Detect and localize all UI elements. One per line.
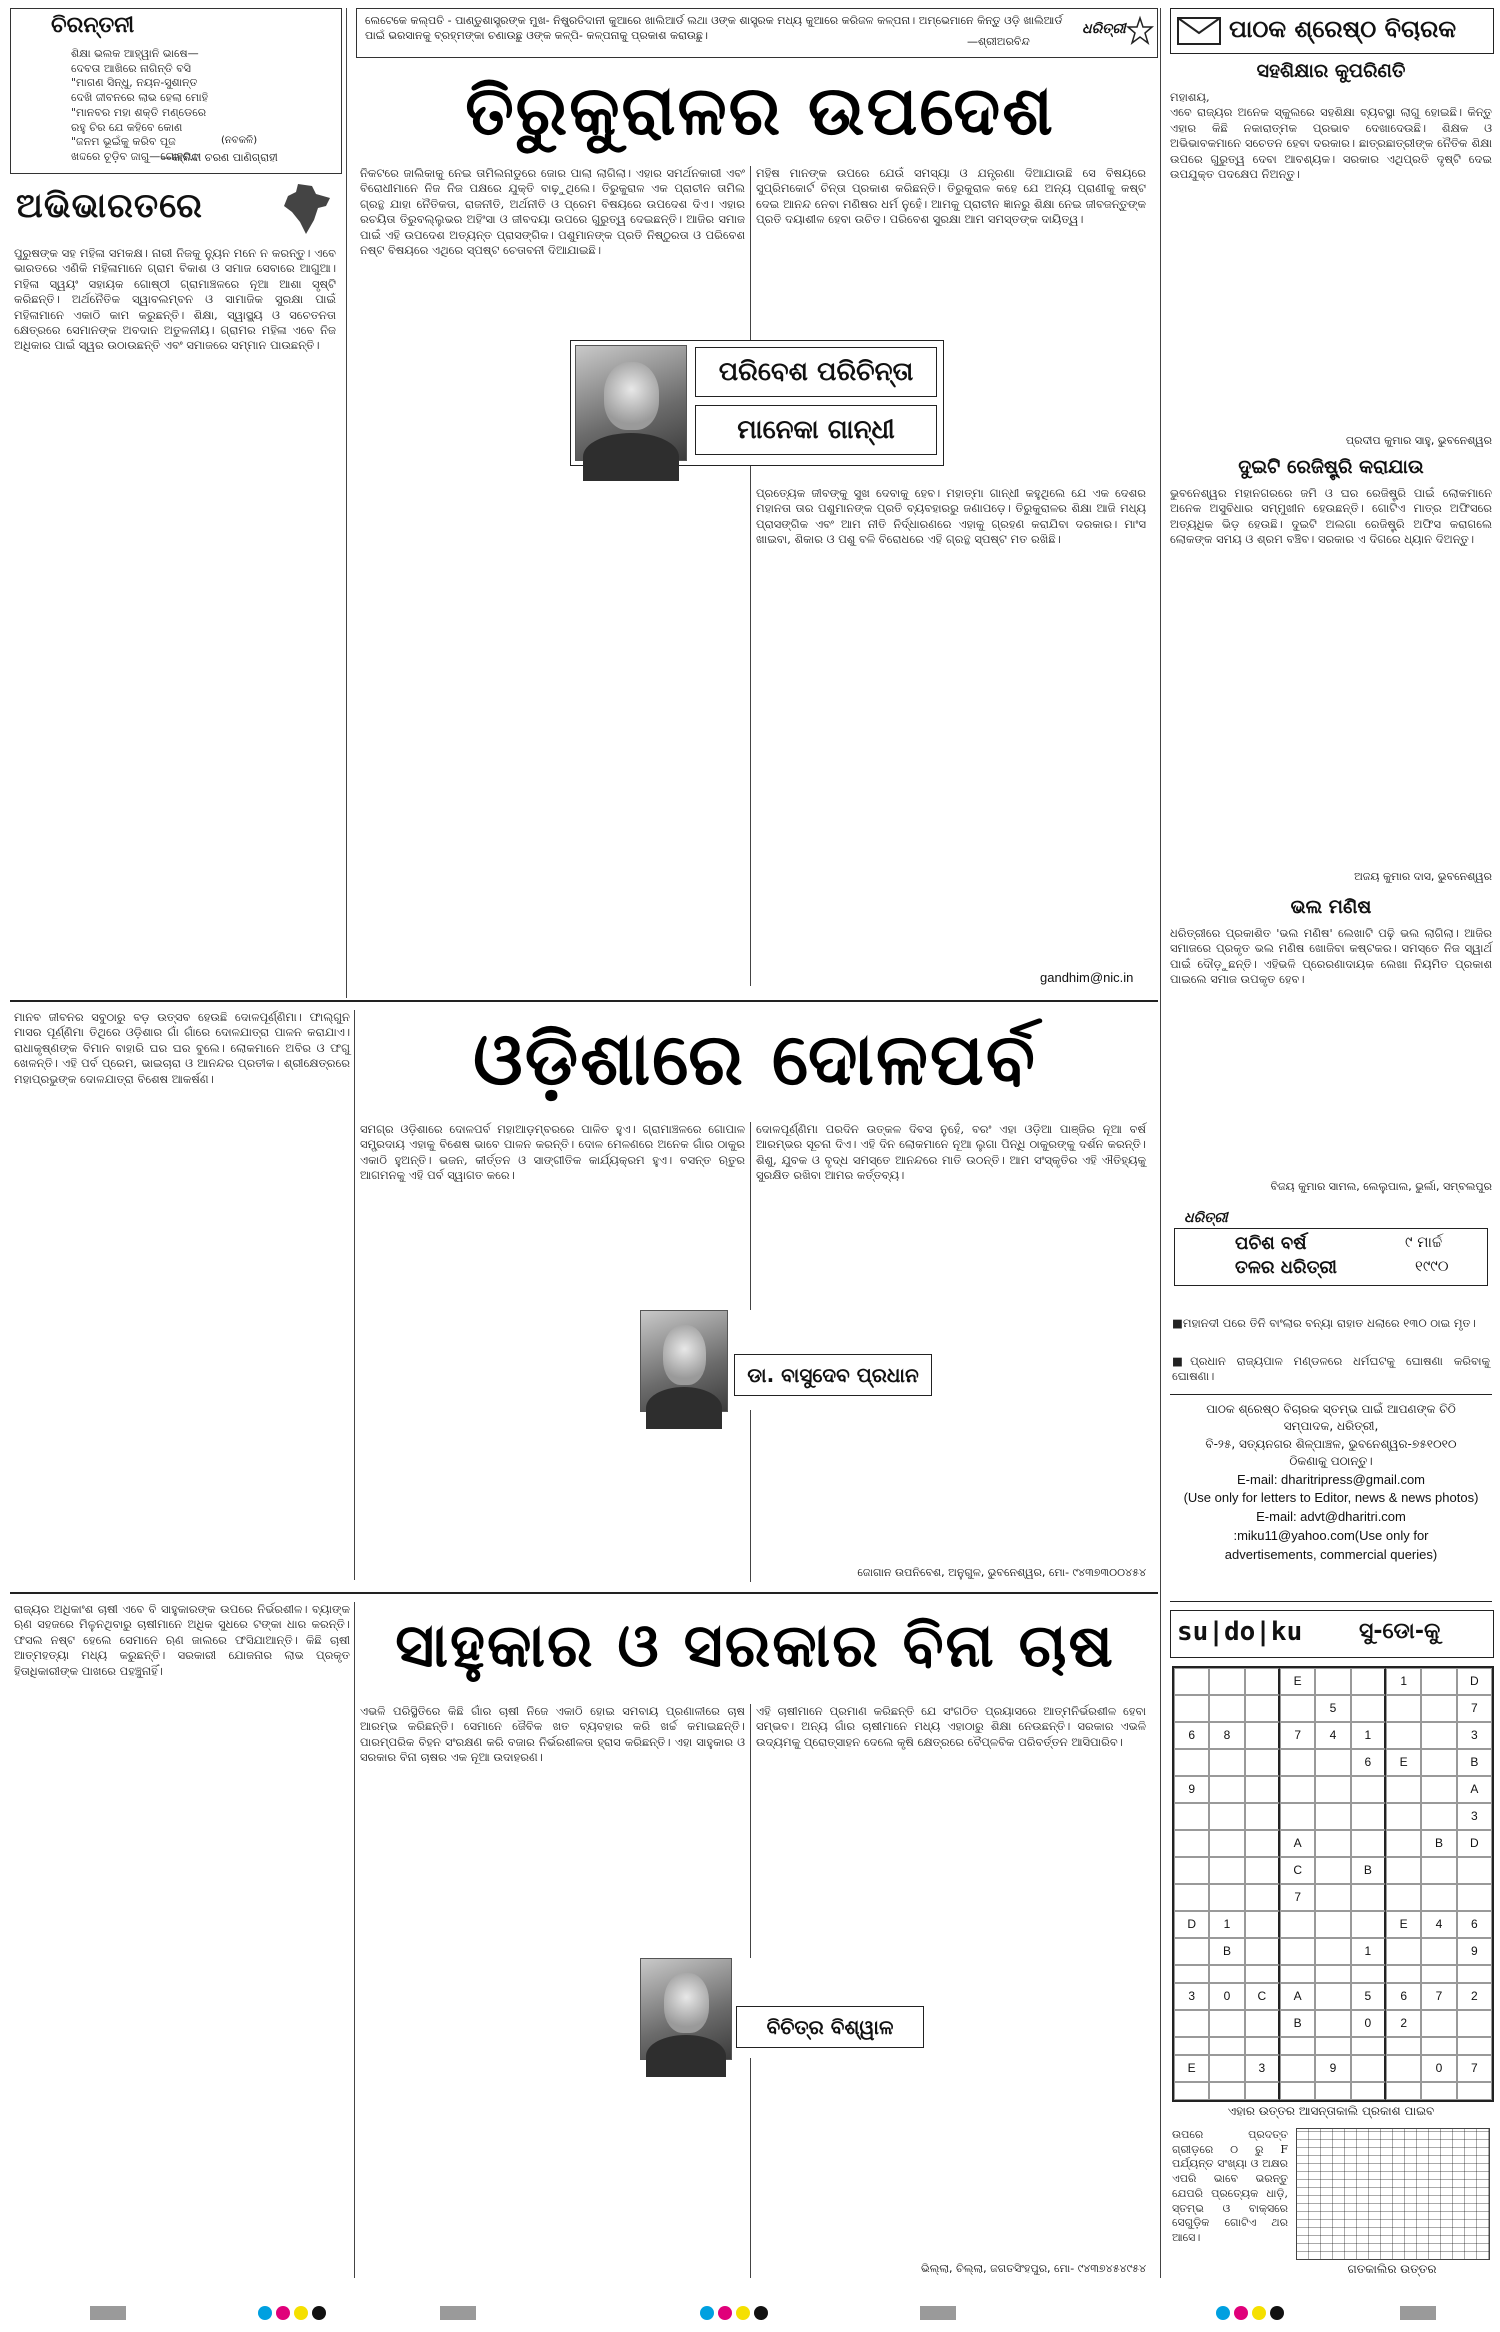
sudoku-cell[interactable]: A (1457, 1776, 1492, 1803)
sudoku-cell[interactable] (1280, 1749, 1315, 1776)
sudoku-cell[interactable] (1245, 1776, 1280, 1803)
sudoku-cell[interactable] (1245, 1938, 1280, 1965)
registration-block (440, 2306, 476, 2320)
letters-header (1170, 8, 1494, 54)
sudoku-cell[interactable] (1315, 1749, 1350, 1776)
sudoku-cell[interactable] (1174, 1965, 1209, 1983)
banner-quote: ଲେଟେକେ କଲ୍ପତି - ପାଣ୍ଡୁଶାସ୍ତ୍ରଙ୍କ ମୁଖ- ନିଷ୍ପ୍ରତିଦାନୀ କୁଆରେ ଖାଲିଆର୍ଡ ଲଥା ଓଙ୍କ ଶାସ୍ତ୍ରକ ମଧ୍ୟ କୁଆରେ କରିଜଳ କଳ୍ପନା। ଅମ୍ଭେମାନେ କିନ୍ତୁ ଓଡ଼ି ଖାଲିଆର୍ଡ ପାଇଁ ଭରସାନକୁ ବ୍ରହ୍ମଙ୍କା ଚଣାଉଛୁ ଓଙ୍କ କଳ୍ପି- କଳ୍ପନାକୁ ପ୍ରକାଶ କରାଉଛୁ। (365, 14, 1063, 43)
sudoku-cell[interactable] (1351, 1965, 1386, 1983)
sudoku-cell[interactable]: 0 (1351, 2010, 1386, 2037)
sudoku-cell[interactable] (1209, 1884, 1244, 1911)
chirantani-poem: ଶିକ୍ଷା ଭଲକ ଆହ୍ୱାନି ଭାଷେ— ଦେବତା ଆଖିରେ ନାଗିନ୍ତି ବସି "ମାଗଣ ସିନ୍ଧୁ, ନୟନ-ସୁଶାନ୍ତ ଦେଖି ଜୀବନରେ ଲାଭ ହେଲା ମୋହି "ମାନବର ମହା ଶକ୍ତି ମଣ୍ଡେରେ ରହୁ ଚିର ଯେ କହିବେ କୋଣ "ଜନମ ଭୂଇଁକୁ କରିବ ପୂଜ ଖଦ୍ଦରେ ଚୂଡ଼ିବ ଜାଗୁ—ଗୋହ୍ମ। (71, 47, 208, 164)
sudoku-cell[interactable] (1386, 1938, 1421, 1965)
article2-body-col3: ଦୋଳପୂର୍ଣ୍ଣିମା ପରଦିନ ଉତ୍କଳ ଦିବସ ନୁହେଁ, ବରଂ ଏହା ଓଡ଼ିଆ ପାଞ୍ଜିର ନୂଆ ବର୍ଷ ଆରମ୍ଭର ସୂଚନା ଦିଏ। ଏହି ଦିନ ଲୋକମାନେ ନୂଆ ଲୁଗା ପିନ୍ଧି ଠାକୁରଙ୍କୁ ଦର୍ଶନ କରନ୍ତି। ଶିଶୁ, ଯୁବକ ଓ ବୃଦ୍ଧ ସମସ୍ତେ ଆନନ୍ଦରେ ମାତି ଉଠନ୍ତି। ଆମ ସଂସ୍କୃତିର ଏହି ଐତିହ୍ୟକୁ ସୁରକ୍ଷିତ ରଖିବା ଆମର କର୍ତ୍ତବ୍ୟ। (756, 1122, 1150, 1183)
sudoku-cell[interactable] (1280, 1803, 1315, 1830)
envelope-icon (1177, 17, 1221, 45)
yellow-dot (736, 2306, 750, 2320)
sudoku-cell[interactable] (1351, 1911, 1386, 1938)
sudoku-cell[interactable]: D (1174, 1911, 1209, 1938)
sudoku-cell[interactable]: 7 (1457, 1695, 1492, 1722)
sudoku-grid[interactable] (1172, 1666, 1494, 2102)
sudoku-cell[interactable] (1386, 1965, 1421, 1983)
sudoku-cell[interactable] (1386, 1830, 1421, 1857)
sudoku-cell[interactable]: A (1280, 1830, 1315, 1857)
sudoku-cell[interactable] (1315, 1857, 1350, 1884)
sudoku-cell[interactable] (1421, 2082, 1456, 2100)
sudoku-cell[interactable]: 1 (1351, 1938, 1386, 1965)
sudoku-cell[interactable] (1421, 1749, 1456, 1776)
sudoku-cell[interactable] (1351, 1668, 1386, 1695)
pachisha-box (1170, 1206, 1492, 1316)
sudoku-title-or: ସୁ-ଡୋ-କୁ (1359, 1619, 1441, 1644)
column-title: ପରିବେଶ ପରିଚିନ୍ତା (695, 347, 937, 397)
article2-address: ଜୋଗାନ ଉପନିବେଶ, ଅନୁଗୁଳ, ଭୁବନେଶ୍ୱର, ମୋ- ୯୪୩୭୩୦୦୪୫୪ (857, 1566, 1146, 1579)
sudoku-cell[interactable]: E (1386, 1749, 1421, 1776)
sudoku-cell[interactable] (1245, 2037, 1280, 2055)
sudoku-cell[interactable]: 3 (1457, 1803, 1492, 1830)
sudoku-cell[interactable] (1421, 1722, 1456, 1749)
sudoku-cell[interactable] (1280, 1695, 1315, 1722)
chirantani-box (10, 8, 342, 174)
sudoku-cell[interactable] (1174, 1668, 1209, 1695)
sudoku-cell[interactable] (1315, 2010, 1350, 2037)
sudoku-cell[interactable] (1280, 1776, 1315, 1803)
sudoku-cell[interactable] (1245, 1884, 1280, 1911)
sudoku-cell[interactable] (1174, 1695, 1209, 1722)
sudoku-cell[interactable] (1174, 1830, 1209, 1857)
sudoku-cell[interactable]: 4 (1315, 1722, 1350, 1749)
sudoku-header (1170, 1610, 1494, 1658)
contact-email3[interactable]: :miku11@yahoo.com(Use only for (1233, 1528, 1429, 1544)
sudoku-cell[interactable]: 3 (1245, 2055, 1280, 2082)
sudoku-cell[interactable] (1209, 1830, 1244, 1857)
article3-address: ଭିଲ୍ଲା, ଚିଲ୍ଲା, ଜଗତସିଂହପୁର, ମୋ- ୯୪୩୭୪୫୪୯୫୪ (921, 2262, 1146, 2275)
article3-body-col1: ରାଜ୍ୟର ଅଧିକାଂଶ ଚାଷୀ ଏବେ ବି ସାହୁକାରଙ୍କ ଉପରେ ନିର୍ଭରଶୀଳ। ବ୍ୟାଙ୍କ ଋଣ ସହଜରେ ମିଳୁନଥିବାରୁ ଚାଷୀମାନେ ଅଧିକ ସୁଧରେ ଟଙ୍କା ଧାର କରନ୍ତି। ଫସଲ ନଷ୍ଟ ହେଲେ ସେମାନେ ଋଣ ଜାଲରେ ଫସିଯାଆନ୍ତି। କିଛି ଚାଷୀ ଆତ୍ମହତ୍ୟା ମଧ୍ୟ କରୁଛନ୍ତି। ସରକାରୀ ଯୋଜନାର ଲାଭ ପ୍ରକୃତ ହିତାଧିକାରୀଙ୍କ ପାଖରେ ପହଞ୍ଚୁନାହିଁ। (14, 1602, 354, 1678)
contact-email1[interactable]: E-mail: dharitripress@gmail.com (1236, 1471, 1426, 1487)
letter3-sign: ବିଜୟ କୁମାର ସାମଲ, ଲେଲୁପାଲ, ଭୁର୍ଲା, ସମ୍ବଲପୁର (1270, 1180, 1492, 1193)
article3-author: ବିଚିତ୍ର ବିଶ୍ୱାଳ (736, 2006, 924, 2048)
sudoku-cell[interactable] (1386, 2037, 1421, 2055)
sudoku-cell[interactable] (1245, 1749, 1280, 1776)
sudoku-cell[interactable] (1421, 1776, 1456, 1803)
sudoku-cell[interactable] (1386, 1857, 1421, 1884)
sudoku-cell[interactable] (1209, 2055, 1244, 2082)
sudoku-cell[interactable] (1386, 2082, 1421, 2100)
chirantani-poem-source: (ନବକଳି) (221, 135, 258, 146)
yellow-dot (1252, 2306, 1266, 2320)
article2-body-col1: ମାନବ ଜୀବନର ସବୁଠାରୁ ବଡ଼ ଉତ୍ସବ ହେଉଛି ଦୋଳପୂର୍ଣ୍ଣିମା। ଫାଲ୍ଗୁନ ମାସର ପୂର୍ଣ୍ଣିମା ତିଥିରେ ଓଡ଼ିଶାର ଗାଁ ଗାଁରେ ଦୋଳଯାତ୍ରା ପାଳନ କରାଯାଏ। ରାଧାକୃଷ୍ଣଙ୍କ ବିମାନ ବାହାରି ଘର ଘର ବୁଲେ। ଲୋକମାନେ ଅବିର ଓ ଫଗୁ ଖେଳନ୍ତି। ଏହି ପର୍ବ ପ୍ରେମ, ଭାଇଚାରା ଓ ଆନନ୍ଦର ପ୍ରତୀକ। ଶ୍ରୀକ୍ଷେତ୍ରରେ ମହାପ୍ରଭୁଙ୍କ ଦୋଳଯାତ୍ରା ବିଶେଷ ଆକର୍ଷଣ। (14, 1010, 354, 1086)
chirantani-title: ଚିରନ୍ତନୀ (51, 13, 135, 38)
article3-body-col3: ଏହି ଚାଷୀମାନେ ପ୍ରମାଣ କରିଛନ୍ତି ଯେ ସଂଗଠିତ ପ୍ରୟାସରେ ଆତ୍ମନିର୍ଭରଶୀଳ ହେବା ସମ୍ଭବ। ଅନ୍ୟ ଗାଁର ଚାଷୀମାନେ ମଧ୍ୟ ଏହାଠାରୁ ଶିକ୍ଷା ନେଉଛନ୍ତି। ସରକାର ଏଭଳି ଉଦ୍ୟମକୁ ପ୍ରୋତ୍ସାହନ ଦେଲେ କୃଷି କ୍ଷେତ୍ରରେ ବୈପ୍ଳବିକ ପରିବର୍ତ୍ତନ ଆସିପାରିବ। (756, 1704, 1150, 1749)
sudoku-cell[interactable] (1209, 1803, 1244, 1830)
sudoku-cell[interactable] (1174, 2082, 1209, 2100)
sudoku-cell[interactable] (1351, 2055, 1386, 2082)
article1-email: gandhim@nic.in (1040, 970, 1134, 985)
sudoku-cell[interactable]: 6 (1457, 1911, 1492, 1938)
sudoku-cell[interactable] (1421, 1965, 1456, 1983)
sudoku-cell[interactable] (1351, 1830, 1386, 1857)
sudoku-cell[interactable] (1421, 2037, 1456, 2055)
sudoku-cell[interactable]: 7 (1421, 1983, 1456, 2010)
sudoku-cell[interactable] (1174, 1884, 1209, 1911)
sudoku-cell[interactable] (1315, 1884, 1350, 1911)
abhibharata-header (10, 178, 340, 238)
sudoku-cell[interactable]: 2 (1386, 2010, 1421, 2037)
letter1-sign: ପ୍ରଦୀପ କୁମାର ସାହୁ, ଭୁବନେଶ୍ୱର (1345, 434, 1492, 447)
sudoku-cell[interactable]: 7 (1280, 1884, 1315, 1911)
sudoku-cell[interactable] (1386, 2055, 1421, 2082)
sudoku-cell[interactable] (1280, 2082, 1315, 2100)
article2-author-box (640, 1310, 940, 1410)
sudoku-cell[interactable] (1421, 1695, 1456, 1722)
black-dot (754, 2306, 768, 2320)
sudoku-cell[interactable]: 8 (1209, 1722, 1244, 1749)
sudoku-cell[interactable]: 3 (1457, 1722, 1492, 1749)
letter2-title: ଦୁଇଟି ରେଜିଷ୍ଟ୍ରି କରାଯାଉ (1238, 456, 1424, 478)
sudoku-cell[interactable] (1280, 2055, 1315, 2082)
magenta-dot (276, 2306, 290, 2320)
magenta-dot (718, 2306, 732, 2320)
maneka-column-box (570, 340, 944, 466)
sudoku-cell[interactable] (1386, 1776, 1421, 1803)
black-dot (1270, 2306, 1284, 2320)
pachisha-frame (1174, 1228, 1488, 1286)
sudoku-cell[interactable] (1421, 1884, 1456, 1911)
article1-headline: ତିରୁକୁରାଳର ଉପଦେଶ (465, 72, 1055, 151)
sudoku-cell[interactable]: A (1280, 1983, 1315, 2010)
sudoku-cell[interactable] (1315, 1965, 1350, 1983)
sudoku-cell[interactable]: 7 (1280, 1722, 1315, 1749)
sudoku-cell[interactable] (1209, 2082, 1244, 2100)
sudoku-cell[interactable] (1245, 1830, 1280, 1857)
column-author: ମାନେକା ଗାନ୍ଧୀ (695, 405, 937, 455)
sudoku-cell[interactable]: 9 (1174, 1776, 1209, 1803)
sudoku-cell[interactable] (1386, 1695, 1421, 1722)
sudoku-cell[interactable] (1245, 1965, 1280, 1983)
black-dot (312, 2306, 326, 2320)
sudoku-cell[interactable] (1315, 1911, 1350, 1938)
contact-box (1170, 1394, 1492, 1602)
article1-body-col3: ପ୍ରତ୍ୟେକ ଜୀବଙ୍କୁ ସୁଖ ଦେବାକୁ ହେବ। ମହାତ୍ମା ଗାନ୍ଧୀ କହୁଥିଲେ ଯେ ଏକ ଦେଶର ମହାନତା ତାର ପଶୁମାନଙ୍କ ପ୍ରତି ବ୍ୟବହାରରୁ ଜଣାପଡ଼େ। ତିରୁକୁରାଳର ଶିକ୍ଷା ଆଜି ମଧ୍ୟ ପ୍ରାସଙ୍ଗିକ ଏବଂ ଆମ ନୀତି ନିର୍ଦ୍ଧାରଣରେ ଏହାକୁ ଗ୍ରହଣ କରାଯିବା ଦରକାର। ମାଂସ ଖାଇବା, ଶିକାର ଓ ପଶୁ ବଳି ବିରୋଧରେ ଏହି ଗ୍ରନ୍ଥ ସ୍ପଷ୍ଟ ମତ ରଖିଛି। (756, 486, 1150, 547)
sudoku-cell[interactable] (1245, 1668, 1280, 1695)
sudoku-cell[interactable]: 1 (1386, 1668, 1421, 1695)
sudoku-cell[interactable] (1174, 2010, 1209, 2037)
sudoku-cell[interactable] (1421, 1803, 1456, 1830)
article2-body-col2: ସମଗ୍ର ଓଡ଼ିଶାରେ ଦୋଳପର୍ବ ମହାଆଡ଼ମ୍ବରରେ ପାଳିତ ହୁଏ। ଗ୍ରାମାଞ୍ଚଳରେ ଗୋପାଳ ସମ୍ପ୍ରଦାୟ ଏହାକୁ ବିଶେଷ ଭାବେ ପାଳନ କରନ୍ତି। ଦୋଳ ମେଳଣରେ ଅନେକ ଗାଁର ଠାକୁର ଏକାଠି ହୁଅନ୍ତି। ଭଜନ, କୀର୍ତ୍ତନ ଓ ସାଙ୍ଗୀତିକ କାର୍ଯ୍ୟକ୍ରମ ହୁଏ। ବସନ୍ତ ଋତୁର ଆଗମନକୁ ଏହି ପର୍ବ ସ୍ୱାଗତ କରେ। (360, 1122, 749, 1183)
pachisha-title1: ପଚିଶ ବର୍ଷ (1235, 1233, 1307, 1254)
sudoku-cell[interactable]: 9 (1457, 1938, 1492, 1965)
sudoku-cell[interactable] (1421, 1938, 1456, 1965)
sudoku-cell[interactable]: 7 (1457, 2055, 1492, 2082)
sudoku-cell[interactable] (1351, 2037, 1386, 2055)
abhibharata-text: ପୁରୁଷଙ୍କ ସହ ମହିଳା ସମକକ୍ଷ। ନାରୀ ନିଜକୁ ନ୍ୟୁନ ମନେ ନ କରନ୍ତୁ। ଏବେ ଭାରତରେ ଏଣିକି ମହିଳାମାନେ ଗ୍ରାମ ବିକାଶ ଓ ସମାଜ ସେବାରେ ଆଗୁଆ। ମହିଳା ସ୍ୱୟଂ ସହାୟକ ଗୋଷ୍ଠୀ ଗ୍ରାମାଞ୍ଚଳରେ ନୂଆ ଆଶା ସୃଷ୍ଟି କରିଛନ୍ତି। ଅର୍ଥନୈତିକ ସ୍ୱାବଲମ୍ବନ ଓ ସାମାଜିକ ସୁରକ୍ଷା ପାଇଁ ମହିଳାମାନେ ଏକାଠି କାମ କରୁଛନ୍ତି। ଶିକ୍ଷା, ସ୍ୱାସ୍ଥ୍ୟ ଓ ସଚେତନତା କ୍ଷେତ୍ରରେ ସେମାନଙ୍କ ଅବଦାନ ଅତୁଳନୀୟ। ଗ୍ରାମର ମହିଳା ଏବେ ନିଜ ଅଧିକାର ପାଇଁ ସ୍ୱର ଉଠାଉଛନ୍ତି ଏବଂ ସମାଜରେ ସମ୍ମାନ ପାଉଛନ୍ତି। (14, 246, 340, 353)
pachisha-date2: ୧୯୯୦ (1415, 1257, 1449, 1275)
sudoku-cell[interactable]: B (1209, 1938, 1244, 1965)
sudoku-cell[interactable] (1209, 2010, 1244, 2037)
article3-author-photo (640, 1958, 732, 2060)
contact-note1: (Use only for letters to Editor, news & news photos) (1183, 1490, 1479, 1506)
sudoku-cell[interactable] (1315, 1830, 1350, 1857)
sudoku-cell[interactable]: 6 (1351, 1749, 1386, 1776)
sudoku-cell[interactable] (1315, 1776, 1350, 1803)
pachisha-item1: ■ମହାନଦୀ ପରେ ତିନି ବାଂଲାର ବନ୍ୟା ରାହାତ ଧଲାରେ ୧୩୦ ଠାଇ ମୃତ। (1172, 1316, 1476, 1330)
sudoku-footer: ଏହାର ଉତ୍ତର ଆସନ୍ତାକାଲି ପ୍ରକାଶ ପାଇବ (1227, 2104, 1435, 2118)
letter2-sign: ଅଜୟ କୁମାର ଦାସ, ଭୁବନେଶ୍ୱର (1354, 870, 1492, 883)
pachisha-date1: ୯ ମାର୍ଚ୍ଚ (1405, 1233, 1443, 1251)
cyan-dot (258, 2306, 272, 2320)
sudoku-cell[interactable] (1351, 1695, 1386, 1722)
contact-line1: ପାଠକ ଶ୍ରେଷ୍ଠ ବିଚାରକ ସ୍ତମ୍ଭ ପାଇଁ ଆପଣଙ୍କ ଚିଠି (1206, 1402, 1456, 1416)
sudoku-title-en: su|do|ku (1177, 1617, 1303, 1647)
article2-headline: ଓଡ଼ିଶାରେ ଦୋଳପର୍ବ (473, 1017, 1037, 1101)
sudoku-cell[interactable]: E (1280, 1668, 1315, 1695)
sudoku-cell[interactable] (1209, 1857, 1244, 1884)
cyan-dot (1216, 2306, 1230, 2320)
sudoku-cell[interactable]: 6 (1174, 1722, 1209, 1749)
abhibharata-title: ଅଭିଭାରତରେ (16, 186, 203, 226)
sudoku-cell[interactable]: 9 (1315, 2055, 1350, 2082)
letter3-body: ଧରିତ୍ରୀରେ ପ୍ରକାଶିତ 'ଭଲ ମଣିଷ' ଲେଖାଟି ପଢ଼ି ଭଲ ଲାଗିଲା। ଆଜିର ସମାଜରେ ପ୍ରକୃତ ଭଲ ମଣିଷ ଖୋଜିବା କଷ୍ଟକର। ସମସ୍ତେ ନିଜ ସ୍ୱାର୍ଥ ପାଇଁ ଦୌଡ଼ୁଛନ୍ତି। ଏହିଭଳି ପ୍ରେରଣାଦାୟକ ଲେଖା ନିୟମିତ ପ୍ରକାଶ ପାଇଲେ ସମାଜ ଉପକୃତ ହେବ। (1170, 926, 1496, 987)
sudoku-cell[interactable]: D (1457, 1830, 1492, 1857)
sudoku-cell[interactable] (1421, 1857, 1456, 1884)
sudoku-cell[interactable] (1209, 1965, 1244, 1983)
sudoku-cell[interactable] (1457, 1857, 1492, 1884)
sudoku-cell[interactable]: 5 (1315, 1695, 1350, 1722)
sudoku-cell[interactable] (1245, 2010, 1280, 2037)
sudoku-how-to: ଉପରେ ପ୍ରଦତ୍ତ ଗ୍ରୀଡ଼ରେ ୦ ରୁ F ପର୍ଯ୍ୟନ୍ତ ସଂଖ୍ୟା ଓ ଅକ୍ଷର ଏପରି ଭାବେ ଭରନ୍ତୁ ଯେପରି ପ୍ରତ୍ୟେକ ଧାଡ଼ି, ସ୍ତମ୍ଭ ଓ ବାକ୍ସରେ ସେଗୁଡ଼ିକ ଗୋଟିଏ ଥର ଆସେ। (1172, 2128, 1292, 2245)
pachisha-title2: ତଳର ଧରିତ୍ରୀ (1235, 1257, 1337, 1278)
article1-body-col1: ନିକଟରେ ଜାଲିକାକୁ ନେଇ ତାମିଲନାଡୁରେ ଜୋର ପାଲା ଲାଗିଲା। ଏହାର ସମର୍ଥନକାରୀ ଏବଂ ବିରୋଧୀମାନେ ନିଜ ନିଜ ପକ୍ଷରେ ଯୁକ୍ତି ବାଢ଼ୁଥିଲେ। ତିରୁକୁରାଳ ଏକ ପ୍ରାଚୀନ ତାମିଲ ଗ୍ରନ୍ଥ ଯାହା ନୈତିକତା, ରାଜନୀତି, ଅର୍ଥନୀତି ଓ ପ୍ରେମ ବିଷୟରେ ଉପଦେଶ ଦିଏ। ଏହାର ରଚୟିତା ତିରୁବଲ୍ଲୁଭର ଅହିଂସା ଓ ଜୀବଦୟା ଉପରେ ଗୁରୁତ୍ୱ ଦେଇଛନ୍ତି। ଆଜିର ସମାଜ ପାଇଁ ଏହି ଉପଦେଶ ଅତ୍ୟନ୍ତ ପ୍ରାସଙ୍ଗିକ। ପଶୁମାନଙ୍କ ପ୍ରତି ନିଷ୍ଠୁରତା ଓ ପରିବେଶ ନଷ୍ଟ ବିଷୟରେ ଏଥିରେ ସ୍ପଷ୍ଟ ଚେତାବନୀ ଦିଆଯାଇଛି। (360, 166, 749, 258)
pachisha-logo: ଧରିତ୍ରୀ (1184, 1210, 1228, 1226)
sudoku-cell[interactable] (1421, 2010, 1456, 2037)
sudoku-cell[interactable] (1457, 2010, 1492, 2037)
sudoku-cell[interactable] (1280, 1965, 1315, 1983)
sudoku-cell[interactable] (1386, 1803, 1421, 1830)
sudoku-cell[interactable]: 0 (1421, 2055, 1456, 2082)
sudoku-cell[interactable]: C (1245, 1983, 1280, 2010)
sudoku-cell[interactable] (1209, 2037, 1244, 2055)
sudoku-cell[interactable] (1315, 2037, 1350, 2055)
sudoku-cell[interactable] (1209, 1668, 1244, 1695)
sudoku-cell[interactable] (1351, 1776, 1386, 1803)
sudoku-cell[interactable]: 6 (1386, 1983, 1421, 2010)
banner-quote-source: —ଶ୍ରୀଅରବିନ୍ଦ (967, 35, 1030, 48)
sudoku-answer-label: ଗତକାଲିର ଉତ୍ତର (1347, 2262, 1437, 2276)
sudoku-cell[interactable]: E (1174, 2055, 1209, 2082)
sudoku-cell[interactable]: 1 (1209, 1911, 1244, 1938)
sudoku-cell[interactable]: 4 (1421, 1911, 1456, 1938)
sudoku-cell[interactable] (1386, 1722, 1421, 1749)
sudoku-cell[interactable]: B (1351, 1857, 1386, 1884)
article1-body-col2: ମହିଷ ମାନଙ୍କ ଉପରେ ଯେଉଁ ସମସ୍ୟା ଓ ଯନ୍ତ୍ରଣା ଦିଆଯାଉଛି ସେ ବିଷୟରେ ସୁପ୍ରିମକୋର୍ଟ ଚିନ୍ତା ପ୍ରକାଶ କରିଛନ୍ତି। ତିରୁକୁରାଳ କହେ ଯେ ଅନ୍ୟ ପ୍ରାଣୀକୁ କଷ୍ଟ ଦେଇ ଆନନ୍ଦ ନେବା ମଣିଷର ଧର୍ମ ନୁହେଁ। ଆମକୁ ପ୍ରାଚୀନ ଜ୍ଞାନରୁ ଶିକ୍ଷା ନେଇ ଜୀବଜନ୍ତୁଙ୍କ ପ୍ରତି ଦୟାଶୀଳ ହେବା ଉଚିତ। ପରିବେଶ ସୁରକ୍ଷା ଆମ ସମସ୍ତଙ୍କ ଦାୟିତ୍ୱ। (756, 166, 1150, 227)
sudoku-cell[interactable] (1457, 2037, 1492, 2055)
contact-email2[interactable]: E-mail: advt@dharitri.com (1256, 1509, 1406, 1525)
sudoku-cell[interactable] (1245, 1857, 1280, 1884)
article3-author-box (640, 1958, 930, 2058)
sudoku-cell[interactable] (1457, 2082, 1492, 2100)
star-emblem-icon (1127, 17, 1153, 47)
sudoku-cell[interactable]: D (1457, 1668, 1492, 1695)
sudoku-cell[interactable] (1280, 2037, 1315, 2055)
contact-line3: ବି-୨୫, ସତ୍ୟନଗର ଶିଳ୍ପାଞ୍ଚଳ, ଭୁବନେଶ୍ୱର-୭୫୧୦୧୦ (1205, 1436, 1457, 1451)
registration-block (90, 2306, 126, 2320)
sudoku-cell[interactable] (1386, 1884, 1421, 1911)
article3-body-col2: ଏଭଳି ପରିସ୍ଥିତିରେ କିଛି ଗାଁର ଚାଷୀ ନିଜେ ଏକାଠି ହୋଇ ସମବାୟ ପ୍ରଣାଳୀରେ ଚାଷ ଆରମ୍ଭ କରିଛନ୍ତି। ସେମାନେ ଜୈବିକ ଖତ ବ୍ୟବହାର କରି ଖର୍ଚ୍ଚ କମାଇଛନ୍ତି। ପାରମ୍ପରିକ ବିହନ ସଂରକ୍ଷଣ କରି ବଜାର ନିର୍ଭରଶୀଳତା ହ୍ରାସ କରିଛନ୍ତି। ଏହା ସାହୁକାର ଓ ସରକାର ବିନା ଚାଷର ଏକ ନୂଆ ଉଦାହରଣ। (360, 1704, 749, 1765)
sudoku-cell[interactable] (1209, 1776, 1244, 1803)
sudoku-cell[interactable] (1351, 1803, 1386, 1830)
sudoku-cell[interactable] (1245, 1722, 1280, 1749)
cyan-dot (700, 2306, 714, 2320)
sudoku-cell[interactable]: B (1457, 1749, 1492, 1776)
letter1-title: ସହଶିକ୍ଷାର କୁପରିଣତି (1256, 60, 1406, 82)
sudoku-cell[interactable] (1280, 1911, 1315, 1938)
sudoku-cell[interactable] (1209, 1749, 1244, 1776)
top-banner (356, 8, 1158, 58)
sudoku-answer-grid (1296, 2128, 1490, 2260)
india-map-icon (278, 182, 334, 236)
sudoku-cell[interactable]: 0 (1209, 1983, 1244, 2010)
banner-logo: ଧରିତ୍ରୀ (1082, 21, 1126, 37)
sudoku-cell[interactable] (1245, 1803, 1280, 1830)
sudoku-cell[interactable]: B (1421, 1830, 1456, 1857)
sudoku-cell[interactable] (1315, 1983, 1350, 2010)
registration-block (920, 2306, 956, 2320)
letter2-body: ଭୁବନେଶ୍ୱର ମହାନଗରରେ ଜମି ଓ ଘର ରେଜିଷ୍ଟ୍ରି ପାଇଁ ଲୋକମାନେ ଅନେକ ଅସୁବିଧାର ସମ୍ମୁଖୀନ ହେଉଛନ୍ତି। ଗୋଟିଏ ମାତ୍ର ଅଫିସରେ ଅତ୍ୟଧିକ ଭିଡ଼ ହେଉଛି। ଦୁଇଟି ଅଲଗା ରେଜିଷ୍ଟ୍ରି ଅଫିସ କରାଗଲେ ଲୋକଙ୍କ ସମୟ ଓ ଶ୍ରମ ବଞ୍ଚିବ। ସରକାର ଏ ଦିଗରେ ଧ୍ୟାନ ଦିଅନ୍ତୁ। (1170, 486, 1496, 547)
sudoku-cell[interactable] (1421, 1668, 1456, 1695)
contact-line4: ଠିକଣାକୁ ପଠାନ୍ତୁ। (1289, 1454, 1373, 1469)
yellow-dot (294, 2306, 308, 2320)
letter1-body: ମହାଶୟ, ଏବେ ରାଜ୍ୟର ଅନେକ ସ୍କୁଲରେ ସହଶିକ୍ଷା ବ୍ୟବସ୍ଥା ଲାଗୁ ହୋଇଛି। କିନ୍ତୁ ଏହାର କିଛି ନକାରାତ୍ମକ ପ୍ରଭାବ ଦେଖାଦେଉଛି। ଶିକ୍ଷକ ଓ ଅଭିଭାବକମାନେ ସଚେତନ ହେବା ଦରକାର। ଛାତ୍ରଛାତ୍ରୀଙ୍କ ନୈତିକ ଶିକ୍ଷା ଉପରେ ଗୁରୁତ୍ୱ ଦେବା ଆବଶ୍ୟକ। ସରକାର ଏଥିପ୍ରତି ଦୃଷ୍ଟି ଦେଇ ଉପଯୁକ୍ତ ପଦକ୍ଷେପ ନିଅନ୍ତୁ। (1170, 90, 1492, 182)
sudoku-cell[interactable] (1174, 2037, 1209, 2055)
sudoku-cell[interactable] (1209, 1695, 1244, 1722)
chirantani-poet: —କାଳିନ୍ଦୀ ଚରଣ ପାଣିଗ୍ରାହୀ (161, 151, 278, 164)
sudoku-cell[interactable]: E (1386, 1911, 1421, 1938)
letters-header-title: ପାଠକ ଶ୍ରେଷ୍ଠ ବିଚାରକ (1229, 15, 1457, 43)
sudoku-cell[interactable] (1315, 1803, 1350, 1830)
registration-block (1400, 2306, 1436, 2320)
magenta-dot (1234, 2306, 1248, 2320)
sudoku-cell[interactable] (1457, 1884, 1492, 1911)
sudoku-cell[interactable] (1315, 1938, 1350, 1965)
maneka-photo (575, 345, 687, 461)
sudoku-cell[interactable]: C (1280, 1857, 1315, 1884)
sudoku-cell[interactable]: 3 (1174, 1983, 1209, 2010)
sudoku-cell[interactable]: 1 (1351, 1722, 1386, 1749)
contact-line2: ସମ୍ପାଦକ, ଧରିତ୍ରୀ, (1283, 1419, 1379, 1434)
sudoku-cell[interactable] (1174, 1803, 1209, 1830)
sudoku-cell[interactable] (1280, 1938, 1315, 1965)
pachisha-item2: ■ପ୍ରଧାନ ରାଜ୍ୟପାଳ ମଣ୍ଡଳରେ ଧର୍ମଘଟକୁ ଘୋଷଣା କରିବାକୁ ଘୋଷଣା। (1172, 1354, 1494, 1384)
sudoku-cell[interactable] (1174, 1857, 1209, 1884)
article2-author: ଡା. ବାସୁଦେବ ପ୍ରଧାନ (734, 1354, 932, 1396)
sudoku-cell[interactable] (1315, 1668, 1350, 1695)
sudoku-cell[interactable]: B (1280, 2010, 1315, 2037)
letter3-title: ଭଲ ମଣିଷ (1290, 896, 1372, 918)
sudoku-cell[interactable] (1245, 2082, 1280, 2100)
sudoku-cell[interactable] (1457, 1965, 1492, 1983)
article2-author-photo (640, 1310, 728, 1412)
contact-note2: advertisements, commercial queries) (1224, 1546, 1438, 1562)
sudoku-cell[interactable] (1245, 1695, 1280, 1722)
sudoku-cell[interactable] (1351, 1884, 1386, 1911)
sudoku-cell[interactable] (1245, 1911, 1280, 1938)
sudoku-cell[interactable]: 5 (1351, 1983, 1386, 2010)
sudoku-cell[interactable] (1315, 2082, 1350, 2100)
sudoku-cell[interactable]: 2 (1457, 1983, 1492, 2010)
sudoku-cell[interactable] (1351, 2082, 1386, 2100)
sudoku-cell[interactable] (1174, 1749, 1209, 1776)
sudoku-cell[interactable] (1174, 1938, 1209, 1965)
article3-headline: ସାହୁକାର ଓ ସରକାର ବିନା ଚାଷ (395, 1611, 1115, 1681)
